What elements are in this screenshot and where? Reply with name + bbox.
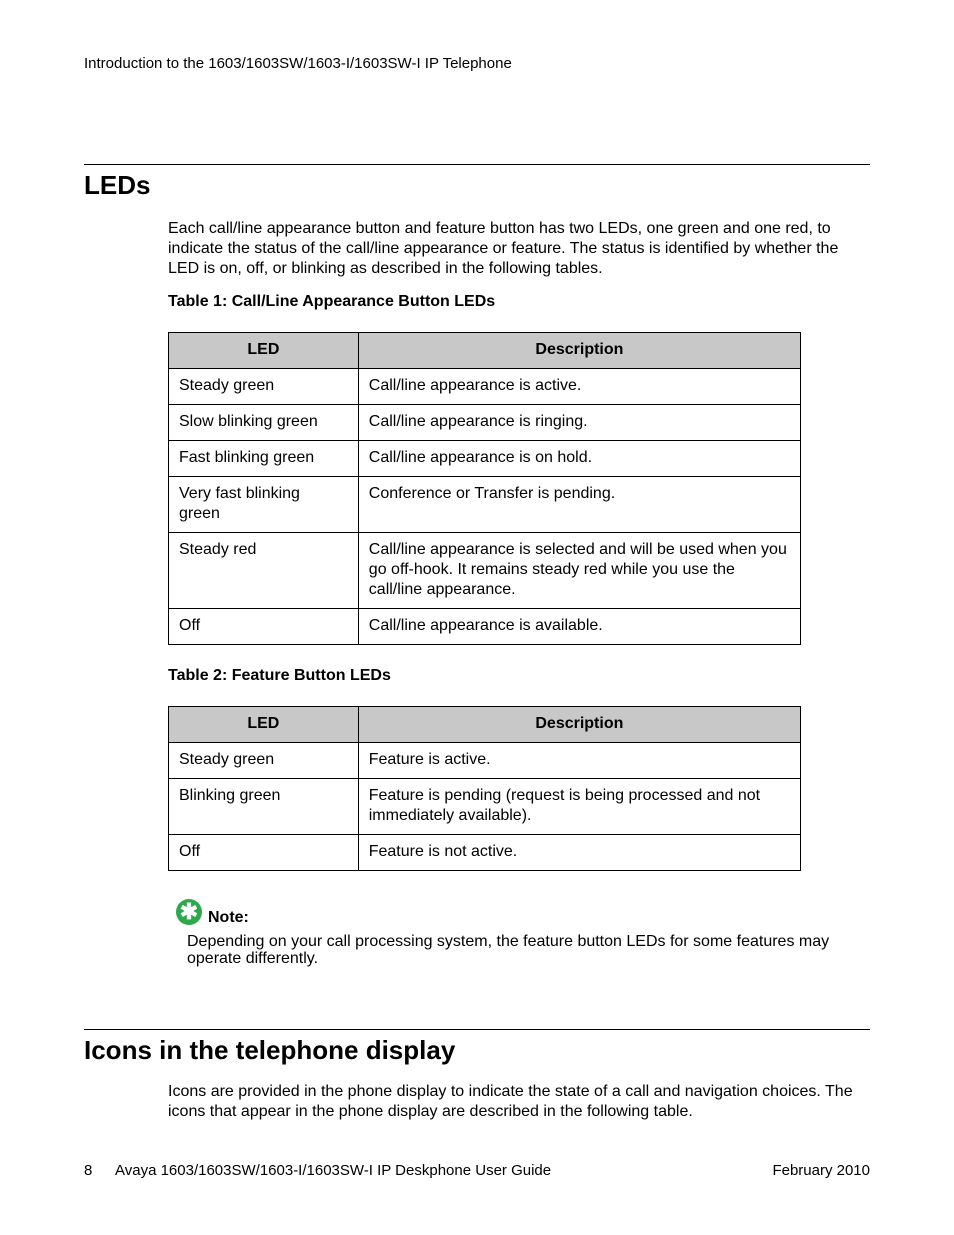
section-divider (84, 1029, 870, 1030)
description-cell: Call/line appearance is ringing. (358, 405, 800, 441)
description-cell: Call/line appearance is on hold. (358, 441, 800, 477)
led-cell: Off (169, 835, 359, 871)
description-cell: Feature is active. (358, 743, 800, 779)
column-header-led: LED (169, 333, 359, 369)
led-cell: Fast blinking green (169, 441, 359, 477)
table-row (169, 369, 801, 405)
description-cell: Call/line appearance is available. (358, 609, 800, 645)
table1-caption: Table 1: Call/Line Appearance Button LEDs (168, 293, 496, 310)
description-cell: Call/line appearance is selected and will be used when you go off-hook. It remains steady red while you use the call/line appearance. (358, 533, 800, 609)
footer-date: February 2010 (772, 1162, 870, 1179)
table1-call-line-leds (168, 332, 801, 645)
table-header-row (169, 707, 801, 743)
leds-intro-paragraph: Each call/line appearance button and feature button has two LEDs, one green and one red, to indicate the status of the call/line appearance or feature. The status is identified by whether the LED is on, off, or blinking as described in the following tables. (168, 220, 839, 277)
icons-intro-paragraph: Icons are provided in the phone display to indicate the state of a call and navigation choices. The icons that appear in the phone display are described in the following table. (168, 1083, 853, 1120)
table-row (169, 441, 801, 477)
running-header: Introduction to the 1603/1603SW/1603-I/1603SW-I IP Telephone (84, 55, 512, 72)
description-cell: Feature is not active. (358, 835, 800, 871)
section-heading-icons: Icons in the telephone display (84, 1035, 456, 1065)
note-label: Note: (208, 909, 249, 926)
note-star-icon: ✱ (176, 899, 202, 925)
table2-caption: Table 2: Feature Button LEDs (168, 667, 391, 684)
footer-document-title: Avaya 1603/1603SW/1603-I/1603SW-I IP Deskphone User Guide (115, 1162, 552, 1179)
led-cell: Steady red (169, 533, 359, 609)
table-row (169, 533, 801, 609)
led-cell: Slow blinking green (169, 405, 359, 441)
table-row (169, 609, 801, 645)
description-cell: Feature is pending (request is being processed and not immediately available). (358, 779, 800, 835)
led-cell: Steady green (169, 369, 359, 405)
table2-feature-leds (168, 706, 801, 871)
description-cell: Call/line appearance is active. (358, 369, 800, 405)
led-cell: Steady green (169, 743, 359, 779)
column-header-led: LED (169, 707, 359, 743)
table-row (169, 743, 801, 779)
table-row (169, 835, 801, 871)
column-header-description: Description (358, 333, 800, 369)
description-cell: Conference or Transfer is pending. (358, 477, 800, 533)
footer-page-number: 8 (84, 1162, 93, 1179)
led-cell: Blinking green (169, 779, 359, 835)
section-heading-leds: LEDs (84, 170, 151, 200)
table-row (169, 779, 801, 835)
table-header-row (169, 333, 801, 369)
table-row (169, 477, 801, 533)
led-cell: Very fast blinking green (169, 477, 359, 533)
table-row (169, 405, 801, 441)
led-cell: Off (169, 609, 359, 645)
note-text: Depending on your call processing system, the feature button LEDs for some features may operate differently. (187, 933, 830, 967)
section-divider (84, 164, 870, 165)
column-header-description: Description (358, 707, 800, 743)
